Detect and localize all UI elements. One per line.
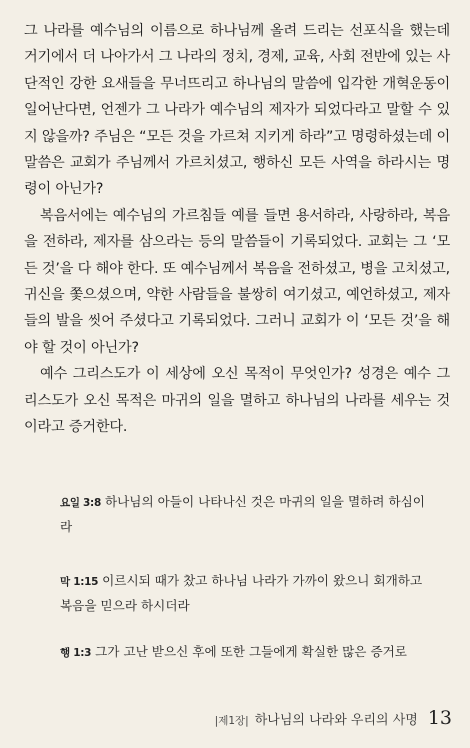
verse-text: 하나님의 아들이 나타나신 것은 마귀의 일을 멸하려 하심이라 <box>60 494 425 534</box>
verse-text: 그가 고난 받으신 후에 또한 그들에게 확실한 많은 증거로 <box>95 644 407 659</box>
running-title: 하나님의 나라와 우리의 사명 <box>254 713 418 728</box>
scripture-verse <box>60 490 434 539</box>
scripture-verse <box>60 640 434 665</box>
verse-reference: 막 1:15 <box>60 576 99 588</box>
scripture-verse <box>60 569 434 618</box>
paragraph: 복음서에는 예수님의 가르침들 예를 들면 용서하라, 사랑하라, 복음을 전하라, 제자를 삼으라는 등의 말씀들이 기록되었다. 교회는 그 ‘모든 것’을 다 해야 한다. 또 예수님께서 복음을 전하셨고, 병을 고치셨고, 귀신을 쫓으셨으며, 약한 사람들을 불쌍히 여기셨고, 예언하셨고, 제자들의 발을 씻어 주셨다고 기록되었다. 그러니 교회가 이 ‘모든 것’을 해야 할 것이 아닌가? <box>24 207 450 356</box>
body-text <box>24 18 450 441</box>
verse-reference: 행 1:3 <box>60 647 92 659</box>
paragraph: 예수 그리스도가 이 세상에 오신 목적이 무엇인가? 성경은 예수 그리스도가 오신 목적은 마귀의 일을 멸하고 하나님의 나라를 세우는 것이라고 증거한다. <box>24 366 450 436</box>
chapter-label: |제1장| <box>214 715 249 727</box>
page-number: 13 <box>427 707 452 729</box>
verse-text: 이르시되 때가 찼고 하나님 나라가 가까이 왔으니 회개하고 복음을 믿으라 하시더라 <box>60 573 423 613</box>
paragraph: 그 나라를 예수님의 이름으로 하나님께 올려 드리는 선포식을 했는데 거기에서 더 나아가서 그 나라의 정치, 경제, 교육, 사회 전반에 있는 사단적인 강한 요새들을 무너뜨리고 하나님의 말씀에 입각한 개혁운동이 일어난다면, 언젠가 그 나라가 예수님의 제자가 되었다라고 말할 수 있지 않을까? 주님은 “모든 것을 가르쳐 지키게 하라”고 명령하셨는데 이 말씀은 교회가 주님께서 가르치셨고, 행하신 모든 사역을 하라시는 명령이 아닌가? <box>24 23 450 198</box>
page-footer <box>215 707 452 733</box>
verse-reference: 요일 3:8 <box>60 497 101 509</box>
